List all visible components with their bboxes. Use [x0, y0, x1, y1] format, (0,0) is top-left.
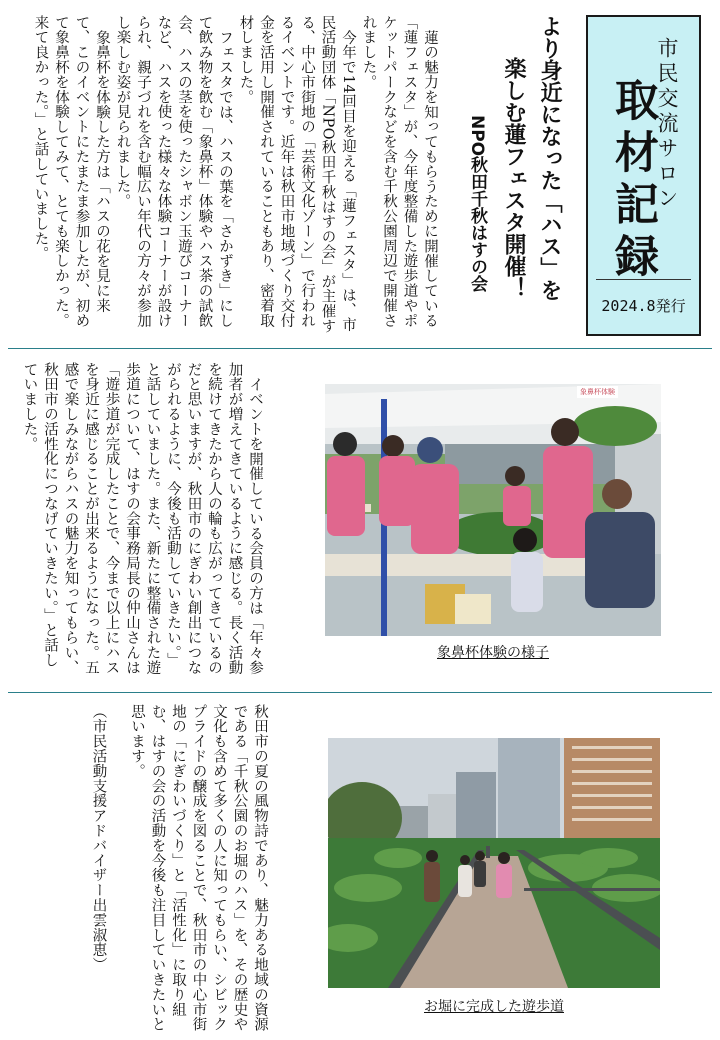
headline-line-1: より身近になった「ハス」を: [537, 15, 562, 301]
photo-promenade-image: [328, 738, 660, 988]
photo-lotus-cup-image: [325, 384, 661, 636]
sign-label: 象鼻杯体験: [577, 386, 618, 398]
headline-line-2: 楽しむ蓮フェスタ開催！: [501, 57, 526, 299]
paragraph: フェスタでは、ハスの葉を「さかずき」にして飲み物を飲む「象鼻杯」体験やハス茶の試飲会、ハスの茎を使ったシャボン玉遊びコーナーなど、ハスを使った様々な体験コーナーが設けられ、親子づれを含む幅広い年代の方々が参加し楽しむ姿が見られました。: [114, 15, 233, 328]
section-divider: [8, 348, 712, 349]
headline-organization: NPO秋田千秋はすの会: [467, 115, 487, 293]
paragraph: 蓮の魅力を知ってもらうために開催している「蓮フェスタ」が、今年度整備した遊歩道やポケットパークなどを含む千秋公園周辺で開催されました。: [360, 15, 438, 328]
article-column-2: [21, 362, 265, 682]
masthead-subtitle: 市民交流サロン: [655, 37, 679, 212]
masthead-divider: [596, 279, 691, 280]
paragraph: 象鼻杯を体験した方は「ハスの花を見に来て、このイベントにたまたま参加したが、初めて象鼻杯を体験してみて、とても楽しかった。来て良かった。」と話していました。: [32, 15, 110, 328]
paragraph: 今年で14回目を迎える「蓮フェスタ」は、市民活動団体「NPO秋田千秋はすの会」が主催する、中心市街地の「芸術文化ゾーン」で行われるイベントです。近年は秋田市地域づくり交付金を活用し開催されていることもあり、密着取材しました。: [237, 15, 356, 334]
article-headline: [455, 15, 567, 340]
author-credit: （市民活動支援アドバイザー出雲淑恵）: [90, 704, 107, 973]
paragraph: イベントを開催している会員の方は「年々参加者が増えてきているように感じる。長く活動を続けてきたから人の輪も広がってきているのだと思いますが、秋田市のにぎわい創出につながられるように、今後も活動していきたい。」と話していました。また、新たに整備された遊歩道について、はすの会事務局長の仲山さんは「遊歩道が完成したことで、今まで以上にハスを身近に感じることが出来るようになった。五感で楽しみながらハスの魅力を知ってもらい、秋田市の活性化につなげていきたい。」と話していました。: [21, 362, 263, 675]
photo-lotus-cup-experience: [325, 384, 661, 636]
article-column-1: [32, 15, 440, 340]
masthead-title: 取材記録: [607, 77, 658, 285]
article-column-3: [75, 704, 270, 1034]
photo-caption-promenade: お堀に完成した遊歩道: [424, 999, 564, 1015]
masthead-box: [586, 15, 701, 336]
paragraph: 秋田市の夏の風物詩であり、魅力ある地域の資源である「千秋公園のお堀のハス」を、その歴史や文化も含めて多くの人に知ってもらい、シビックプライドの醸成を図ることで、秋田市の中心市街地の「にぎわいづくり」と「活性化」に取り組む、はすの会の活動を今後も注目していきたいと思います。: [129, 704, 268, 1032]
section-divider: [8, 692, 712, 693]
photo-caption-lotus-cup: 象鼻杯体験の様子: [437, 645, 549, 661]
issue-date: 2024.8発行: [601, 297, 686, 315]
photo-promenade: [328, 738, 660, 988]
